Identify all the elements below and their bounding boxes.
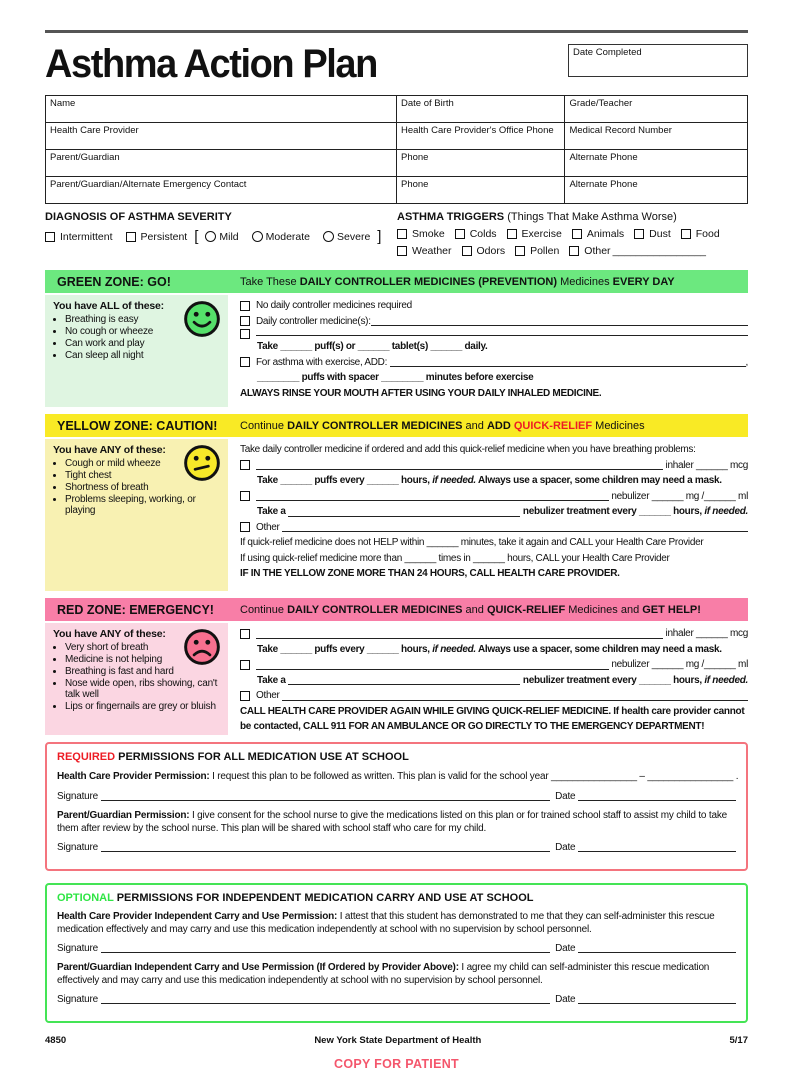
info-field[interactable]: Phone bbox=[397, 150, 565, 177]
form-checkbox-line bbox=[240, 688, 748, 704]
yellow-symptoms-title: You have ANY of these: bbox=[53, 444, 166, 456]
symptom-item: • Breathing is fast and hard bbox=[65, 666, 224, 677]
symptom-item: • Medicine is not helping bbox=[65, 654, 224, 665]
text-segment: nebulizer treatment every ______ hours, bbox=[520, 674, 705, 686]
info-field[interactable]: Phone bbox=[397, 177, 565, 204]
form-number: 4850 bbox=[45, 1034, 67, 1046]
form-text-line bbox=[257, 339, 748, 355]
form-checkbox-line bbox=[240, 298, 748, 314]
info-field[interactable]: Date of Birth bbox=[397, 96, 565, 123]
symptom-item: • Can work and play bbox=[65, 338, 224, 349]
text-segment: Continue bbox=[240, 603, 288, 616]
blank-line[interactable] bbox=[578, 849, 736, 852]
severity-choices bbox=[45, 228, 397, 245]
required-permissions-title bbox=[57, 751, 736, 763]
text-segment: If using quick-relief medicine more than ______ times in ______ hours, CALL your Health Care Provider bbox=[240, 552, 670, 564]
form-checkbox-line bbox=[240, 329, 748, 339]
symptom-item: • Nose wide open, ribs showing, can't talk well bbox=[65, 678, 224, 700]
checkbox-mark[interactable] bbox=[126, 232, 136, 242]
yellow-zone-title: YELLOW ZONE: CAUTION! bbox=[57, 418, 218, 433]
text-segment: No daily controller medicines required bbox=[256, 300, 412, 311]
date-completed-label: Date Completed bbox=[573, 47, 642, 58]
radio-mark[interactable] bbox=[323, 231, 334, 242]
text-segment: Date bbox=[549, 790, 578, 802]
text-segment: Medicines and bbox=[565, 603, 643, 616]
triggers-row-2 bbox=[397, 245, 748, 257]
form-checkbox-line bbox=[240, 314, 748, 330]
patient-info-table bbox=[45, 95, 748, 204]
info-field[interactable]: Parent/Guardian bbox=[46, 150, 397, 177]
text-segment: nebulizer treatment every ______ hours, bbox=[520, 506, 705, 517]
choice-label: Other bbox=[584, 245, 611, 257]
text-segment: Take ______ puffs every ______ hours, bbox=[257, 475, 433, 486]
info-row bbox=[46, 177, 748, 204]
checkbox[interactable] bbox=[240, 491, 250, 501]
info-field[interactable]: Alternate Phone bbox=[565, 150, 748, 177]
text-segment: Parent/Guardian Independent Carry and Use Permission (If Ordered by Provider Above): bbox=[57, 961, 459, 973]
checkbox-colds[interactable] bbox=[455, 228, 497, 240]
choice-label: Food bbox=[695, 228, 720, 240]
text-segment: Take daily controller medicine if ordered and add this quick-relief medicine when you have breathing problems: bbox=[240, 444, 696, 455]
blank-line[interactable] bbox=[282, 529, 748, 532]
checkbox-mark[interactable] bbox=[572, 229, 582, 239]
red-zone-content bbox=[228, 623, 748, 735]
form-text-line bbox=[240, 442, 748, 458]
checkbox-intermittent[interactable] bbox=[45, 231, 113, 243]
text-segment: OPTIONAL bbox=[57, 891, 114, 904]
radio-mark[interactable] bbox=[205, 231, 216, 242]
checkbox[interactable] bbox=[240, 522, 250, 532]
text-segment: Always use a spacer, some children may need a mask. bbox=[475, 643, 722, 655]
text-segment: REQUIRED bbox=[57, 750, 116, 763]
checkbox-persistent[interactable] bbox=[126, 231, 188, 243]
green-zone-instruction bbox=[240, 276, 675, 288]
text-segment: QUICK-RELIEF bbox=[513, 419, 593, 432]
symptom-item: • No cough or wheeze bbox=[65, 326, 224, 337]
checkbox[interactable] bbox=[240, 329, 250, 339]
choice-label: Mild bbox=[219, 230, 239, 243]
form-text-line bbox=[57, 941, 736, 956]
text-segment: Signature bbox=[57, 841, 101, 853]
radio-mild[interactable] bbox=[205, 231, 238, 243]
checkbox-mark[interactable] bbox=[634, 229, 644, 239]
green-zone-content bbox=[228, 295, 748, 407]
info-field[interactable]: Medical Record Number bbox=[565, 123, 748, 150]
green-symptoms-title: You have ALL of these: bbox=[53, 300, 164, 312]
text-segment: if needed. bbox=[704, 506, 748, 517]
form-text-line bbox=[240, 704, 748, 735]
symptom-item: • Very short of breath bbox=[65, 642, 224, 653]
checkbox-animals[interactable] bbox=[572, 228, 624, 240]
text-segment: Take ______ puffs every ______ hours, bbox=[257, 643, 433, 655]
info-field[interactable]: Alternate Phone bbox=[565, 177, 748, 204]
form-text-line bbox=[57, 789, 736, 804]
sad-face-icon bbox=[183, 628, 221, 671]
form-header bbox=[45, 42, 748, 87]
blank-line[interactable]: ________________ bbox=[612, 245, 706, 257]
checkbox-weather[interactable] bbox=[397, 245, 452, 257]
checkbox-mark[interactable] bbox=[462, 246, 472, 256]
symptom-item: • Problems sleeping, working, or playing bbox=[65, 494, 224, 516]
info-row bbox=[46, 123, 748, 150]
info-field[interactable]: Health Care Provider's Office Phone bbox=[397, 123, 565, 150]
text-segment: PERMISSIONS FOR ALL MEDICATION USE AT SCHOOL bbox=[115, 750, 409, 763]
blank-line[interactable] bbox=[101, 1001, 550, 1004]
text-segment: DAILY CONTROLLER MEDICINES bbox=[287, 419, 463, 432]
choice-label: Moderate bbox=[265, 230, 311, 243]
choice-label: Smoke bbox=[412, 228, 445, 240]
red-zone-body bbox=[45, 623, 748, 735]
form-text-line bbox=[240, 551, 748, 567]
choice-label: Weather bbox=[412, 245, 452, 257]
bracket: ] bbox=[377, 228, 382, 245]
optional-permissions-title bbox=[57, 892, 736, 904]
text-segment: Date bbox=[549, 841, 578, 853]
text-segment: IF IN THE YELLOW ZONE MORE THAN 24 HOURS, CALL HEALTH CARE PROVIDER. bbox=[240, 568, 620, 579]
form-checkbox-line bbox=[240, 489, 748, 505]
text-segment: I request this plan to be followed as written. This plan is valid for the school year ________________ – ________________ . bbox=[209, 770, 739, 782]
optional-permissions-box bbox=[45, 883, 748, 1023]
green-zone-header bbox=[45, 270, 748, 293]
info-field[interactable]: Parent/Guardian/Alternate Emergency Contact bbox=[46, 177, 397, 204]
text-segment: , bbox=[745, 356, 748, 368]
green-zone-title: GREEN ZONE: GO! bbox=[57, 274, 171, 289]
text-segment: inhaler ______ mcg bbox=[663, 628, 748, 639]
text-segment: Medicines bbox=[592, 419, 645, 432]
text-segment: ALWAYS RINSE YOUR MOUTH AFTER USING YOUR DAILY INHALED MEDICINE. bbox=[240, 387, 602, 399]
text-segment: if needed. bbox=[704, 674, 748, 686]
text-segment: DAILY CONTROLLER MEDICINES bbox=[287, 603, 463, 616]
footer-revision: 5/17 bbox=[729, 1034, 748, 1046]
form-text-line bbox=[257, 504, 748, 520]
radio-mark[interactable] bbox=[252, 231, 263, 242]
text-segment: PERMISSIONS FOR INDEPENDENT MEDICATION CARRY AND USE AT SCHOOL bbox=[113, 891, 534, 904]
checkbox[interactable] bbox=[240, 460, 250, 470]
form-checkbox-line bbox=[240, 458, 748, 474]
text-segment: Other bbox=[256, 690, 282, 701]
red-zone-instruction bbox=[240, 604, 701, 616]
blank-line[interactable] bbox=[390, 364, 746, 367]
symptom-item: • Cough or mild wheeze bbox=[65, 458, 224, 469]
text-segment: Date bbox=[549, 993, 578, 1005]
blank-line[interactable] bbox=[282, 698, 748, 701]
checkbox-mark[interactable] bbox=[569, 246, 579, 256]
text-segment: nebulizer ______ mg /______ ml bbox=[608, 490, 748, 502]
footer-agency: New York State Department of Health bbox=[314, 1034, 482, 1046]
text-segment: if needed. bbox=[432, 643, 476, 655]
form-text-line bbox=[257, 642, 748, 658]
text-segment: Parent/Guardian Permission: bbox=[57, 809, 190, 821]
text-segment: nebulizer ______ mg /______ ml bbox=[608, 659, 748, 670]
text-segment: Other bbox=[256, 521, 282, 533]
text-segment: I agree my child can self-administer this rescue medication effectively and may carry and use this medication independently at school with no supervision by school personnel. bbox=[57, 961, 712, 986]
blank-line[interactable] bbox=[578, 798, 736, 801]
choice-label: Odors bbox=[476, 245, 506, 257]
symptom-item: • Tight chest bbox=[65, 470, 224, 481]
severity-title: DIAGNOSIS OF ASTHMA SEVERITY bbox=[45, 211, 232, 223]
yellow-symptom-panel bbox=[45, 439, 228, 591]
red-zone-header bbox=[45, 598, 748, 621]
blank-line[interactable] bbox=[256, 333, 748, 336]
red-symptoms-title: You have ANY of these: bbox=[53, 628, 166, 640]
symptom-item: • Shortness of breath bbox=[65, 482, 224, 493]
blank-line[interactable] bbox=[256, 467, 663, 470]
radio-moderate[interactable] bbox=[252, 231, 310, 243]
checkbox-pollen[interactable] bbox=[515, 245, 559, 257]
yellow-zone-content bbox=[228, 439, 748, 591]
info-row bbox=[46, 96, 748, 123]
form-checkbox-line bbox=[240, 355, 748, 371]
green-zone-body bbox=[45, 295, 748, 407]
form-text-line bbox=[57, 840, 736, 855]
choice-label: Intermittent bbox=[60, 230, 113, 243]
form-text-line bbox=[240, 386, 748, 402]
text-segment: ________ puffs with spacer ________ minutes before exercise bbox=[257, 372, 534, 383]
required-permissions-box bbox=[45, 742, 748, 871]
checkbox-mark[interactable] bbox=[45, 232, 55, 242]
checkbox-mark[interactable] bbox=[681, 229, 691, 239]
red-zone-title: RED ZONE: EMERGENCY! bbox=[57, 602, 214, 617]
checkbox-mark[interactable] bbox=[397, 246, 407, 256]
triggers-title: ASTHMA TRIGGERS (Things That Make Asthma Worse) bbox=[397, 211, 677, 223]
text-segment: Medicines bbox=[557, 275, 613, 288]
checkbox-other[interactable] bbox=[569, 245, 610, 257]
text-segment: GET HELP! bbox=[642, 603, 701, 616]
checkbox-mark[interactable] bbox=[515, 246, 525, 256]
blank-line[interactable] bbox=[578, 950, 736, 953]
yellow-zone-instruction bbox=[240, 420, 645, 432]
green-zone bbox=[45, 270, 748, 407]
choice-label: Dust bbox=[649, 228, 671, 240]
text-segment: Date bbox=[549, 942, 578, 954]
info-field[interactable]: Health Care Provider bbox=[46, 123, 397, 150]
text-segment: Daily controller medicine(s): bbox=[256, 315, 371, 327]
triggers-subtitle: (Things That Make Asthma Worse) bbox=[504, 211, 677, 223]
info-row bbox=[46, 150, 748, 177]
copy-for-patient-label: COPY FOR PATIENT bbox=[334, 1056, 459, 1071]
text-segment: Health Care Provider Permission: bbox=[57, 770, 210, 782]
text-segment: and bbox=[462, 419, 487, 432]
checkbox-mark[interactable] bbox=[507, 229, 517, 239]
text-segment: DAILY CONTROLLER MEDICINES (PREVENTION) bbox=[299, 275, 558, 288]
text-segment: Health Care Provider Independent Carry and Use Permission: bbox=[57, 910, 338, 922]
red-symptom-panel bbox=[45, 623, 228, 735]
yellow-zone-header bbox=[45, 414, 748, 437]
checkbox[interactable] bbox=[240, 316, 250, 326]
yellow-zone-body bbox=[45, 439, 748, 591]
form-checkbox-line bbox=[240, 626, 748, 642]
checkbox-dust[interactable] bbox=[634, 228, 671, 240]
checkbox[interactable] bbox=[240, 629, 250, 639]
optional-permissions-content bbox=[57, 910, 736, 1007]
text-segment: inhaler ______ mcg bbox=[663, 459, 748, 471]
form-text-line bbox=[57, 992, 736, 1007]
form-checkbox-line bbox=[240, 520, 748, 536]
form-text-line bbox=[57, 809, 736, 836]
text-segment: if needed. bbox=[432, 475, 476, 486]
symptom-item: • Lips or fingernails are grey or bluish bbox=[65, 701, 224, 712]
triggers-section bbox=[397, 211, 748, 262]
text-segment: ADD bbox=[486, 419, 514, 432]
checkbox[interactable] bbox=[240, 301, 250, 311]
blank-line[interactable] bbox=[288, 682, 520, 685]
form-text-line bbox=[57, 910, 736, 937]
unsure-face-icon bbox=[183, 444, 221, 487]
severity-section bbox=[45, 211, 397, 262]
blank-line[interactable] bbox=[101, 798, 550, 801]
checkbox[interactable] bbox=[240, 357, 250, 367]
blank-line[interactable] bbox=[578, 1001, 736, 1004]
info-field[interactable]: Grade/Teacher bbox=[565, 96, 748, 123]
form-text-line bbox=[257, 370, 748, 386]
symptom-item: • Can sleep all night bbox=[65, 350, 224, 361]
choice-label: Animals bbox=[586, 228, 625, 240]
text-segment: Continue bbox=[240, 419, 288, 432]
diagnosis-triggers-section bbox=[45, 211, 748, 262]
checkbox-mark[interactable] bbox=[397, 229, 407, 239]
text-segment: For asthma with exercise, ADD: bbox=[256, 356, 390, 368]
choice-label: Severe bbox=[337, 230, 371, 243]
text-segment: I attest that this student has demonstrated to me that they can self-administer this rescue medication effectively and may carry and use this medication independently at school with no supervision by school personnel. bbox=[57, 910, 718, 935]
text-segment: Take a bbox=[257, 506, 289, 517]
text-segment: Take a bbox=[257, 674, 289, 686]
blank-line[interactable] bbox=[256, 498, 609, 501]
footer bbox=[45, 1035, 748, 1046]
triggers-row-1 bbox=[397, 228, 748, 240]
page-title: Asthma Action Plan bbox=[45, 42, 377, 86]
checkbox-mark[interactable] bbox=[455, 229, 465, 239]
form-text-line bbox=[57, 961, 736, 988]
text-segment: Signature bbox=[57, 942, 101, 954]
checkbox[interactable] bbox=[240, 660, 250, 670]
form-text-line bbox=[240, 566, 748, 582]
green-symptom-panel bbox=[45, 295, 228, 407]
form-text-line bbox=[257, 473, 748, 489]
choice-label: Colds bbox=[469, 228, 497, 240]
checkbox-food[interactable] bbox=[681, 228, 720, 240]
blank-line[interactable] bbox=[371, 323, 748, 326]
text-segment: I give consent for the school nurse to give the medications listed on this plan or for trained school staff to assist my child to take them after review by the school nurse. This plan will be shared with school staff who care for my child. bbox=[57, 809, 730, 834]
text-segment: Always use a spacer, some children may need a mask. bbox=[475, 475, 722, 486]
form-checkbox-line bbox=[240, 657, 748, 673]
text-segment: Signature bbox=[57, 993, 101, 1005]
blank-line[interactable] bbox=[256, 636, 663, 639]
form-text-line bbox=[57, 769, 739, 784]
choice-label: Persistent bbox=[140, 230, 188, 243]
checkbox-smoke[interactable] bbox=[397, 228, 445, 240]
blank-line[interactable] bbox=[101, 849, 550, 852]
red-zone bbox=[45, 598, 748, 735]
bracket: [ bbox=[194, 228, 199, 245]
text-segment: EVERY DAY bbox=[612, 275, 675, 288]
text-segment: QUICK-RELIEF bbox=[486, 603, 566, 616]
checkbox-exercise[interactable] bbox=[507, 228, 562, 240]
text-segment: and bbox=[462, 603, 487, 616]
choice-label: Pollen bbox=[530, 245, 560, 257]
text-segment: Take These bbox=[240, 275, 300, 288]
text-segment: CALL HEALTH CARE PROVIDER AGAIN WHILE GIVING QUICK-RELIEF MEDICINE. If health care provider cannot be contacted, CALL 911 FOR AN AMBULANCE OR GO DIRECTLY TO THE EMERGENCY DEPARTMENT! bbox=[240, 705, 747, 732]
happy-face-icon bbox=[183, 300, 221, 343]
yellow-zone bbox=[45, 414, 748, 591]
symptom-item: • Breathing is easy bbox=[65, 314, 224, 325]
choice-label: Exercise bbox=[521, 228, 562, 240]
form-text-line bbox=[257, 673, 748, 689]
date-completed-field[interactable] bbox=[568, 44, 748, 77]
checkbox[interactable] bbox=[240, 691, 250, 701]
blank-line[interactable] bbox=[288, 514, 520, 517]
blank-line[interactable] bbox=[256, 667, 609, 670]
checkbox-odors[interactable] bbox=[462, 245, 506, 257]
text-segment: Take ______ puff(s) or ______ tablet(s) ______ daily. bbox=[257, 341, 488, 352]
text-segment: If quick-relief medicine does not HELP within ______ minutes, take it again and CALL your Health Care Provider bbox=[240, 537, 704, 548]
required-permissions-content bbox=[57, 769, 739, 855]
form-text-line bbox=[240, 535, 748, 551]
text-segment: Signature bbox=[57, 790, 101, 802]
blank-line[interactable] bbox=[101, 950, 550, 953]
radio-severe[interactable] bbox=[323, 231, 370, 243]
top-rule bbox=[45, 30, 748, 33]
info-field[interactable]: Name bbox=[46, 96, 397, 123]
